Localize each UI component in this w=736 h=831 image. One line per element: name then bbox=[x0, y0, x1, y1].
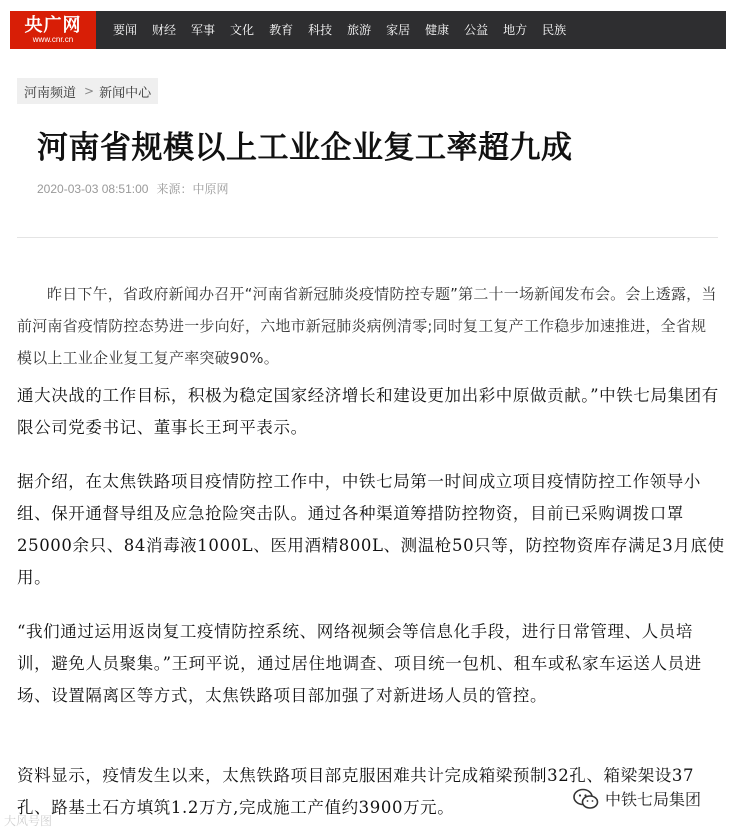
article-title: 河南省规模以上工业企业复工率超九成 bbox=[37, 130, 573, 166]
header-divider bbox=[17, 237, 718, 238]
logo-main-text: 央广网 bbox=[24, 15, 82, 36]
publish-datetime: 2020-03-03 08:51:00 bbox=[37, 182, 149, 196]
wechat-account-name: 中铁七局集团 bbox=[605, 790, 702, 809]
nav-item[interactable]: 地方 bbox=[503, 23, 528, 37]
source-label: 来源： bbox=[156, 182, 193, 196]
watermark-left bbox=[4, 812, 52, 829]
nav-item[interactable]: 军事 bbox=[191, 23, 216, 37]
wechat-watermark bbox=[569, 785, 705, 812]
nav-item[interactable]: 民族 bbox=[542, 23, 567, 37]
watermark-left-text: 大风号图 bbox=[4, 814, 53, 828]
article-meta bbox=[37, 180, 236, 197]
breadcrumb-section-link[interactable]: 新闻中心 bbox=[99, 85, 152, 101]
nav-item[interactable]: 教育 bbox=[269, 23, 294, 37]
breadcrumb-channel-link[interactable]: 河南频道 bbox=[24, 85, 77, 101]
nav-item[interactable]: 旅游 bbox=[347, 23, 372, 37]
nav-item[interactable]: 科技 bbox=[308, 23, 333, 37]
article-paragraph: 资料显示，疫情发生以来，太焦铁路项目部克服困难共计完成箱梁预制32孔、箱梁架设37孔、路基土石方填筑1.2万方,完成施工产值约3900万元。 bbox=[17, 766, 695, 817]
logo-sub-text: www.cnr.cn bbox=[32, 35, 74, 44]
nav-item[interactable]: 要闻 bbox=[113, 23, 138, 37]
article-paragraph: 通大决战的工作目标，积极为稳定国家经济增长和建设更加出彩中原做贡献。”中铁七局集团有限公司党委书记、董事长王珂平表示。 bbox=[17, 386, 719, 437]
breadcrumb-separator: > bbox=[84, 84, 95, 98]
nav-item[interactable]: 家居 bbox=[386, 23, 411, 37]
nav-item[interactable]: 财经 bbox=[152, 23, 177, 37]
cnr-logo[interactable] bbox=[10, 11, 96, 49]
article-paragraph: “我们通过运用返岗复工疫情防控系统、网络视频会等信息化手段，进行日常管理、人员培训，避免人员聚集。”王珂平说，通过居住地调查、项目统一包机、租车或私家车运送人员进场、设置隔离区等方式，太焦铁路项目部加强了对新进场人员的管控。 bbox=[17, 622, 702, 705]
article-lead: 昨日下午，省政府新闻办召开“河南省新冠肺炎疫情防控专题”第二十一场新闻发布会。会上透露，当前河南省疫情防控态势进一步向好，六地市新冠肺炎病例清零;同时复工复产工作稳步加速推进，全省规模以上工业企业复工复产率突破90%。 bbox=[17, 285, 717, 367]
channel-nav bbox=[113, 11, 581, 49]
breadcrumb bbox=[17, 78, 158, 104]
nav-item[interactable]: 健康 bbox=[425, 23, 450, 37]
source-name: 中原网 bbox=[192, 182, 229, 196]
nav-item[interactable]: 文化 bbox=[230, 23, 255, 37]
wechat-icon bbox=[573, 788, 599, 810]
article-paragraph: 据介绍，在太焦铁路项目疫情防控工作中，中铁七局第一时间成立项目疫情防控工作领导小组、保开通督导组及应急抢险突击队。通过各种渠道筹措防控物资，目前已采购调拨口罩25000余只、84消毒液1000L、医用酒精800L、测温枪50只等，防控物资库存满足3月底使用。 bbox=[17, 472, 725, 587]
top-nav-bar bbox=[10, 11, 726, 49]
nav-item[interactable]: 公益 bbox=[464, 23, 489, 37]
